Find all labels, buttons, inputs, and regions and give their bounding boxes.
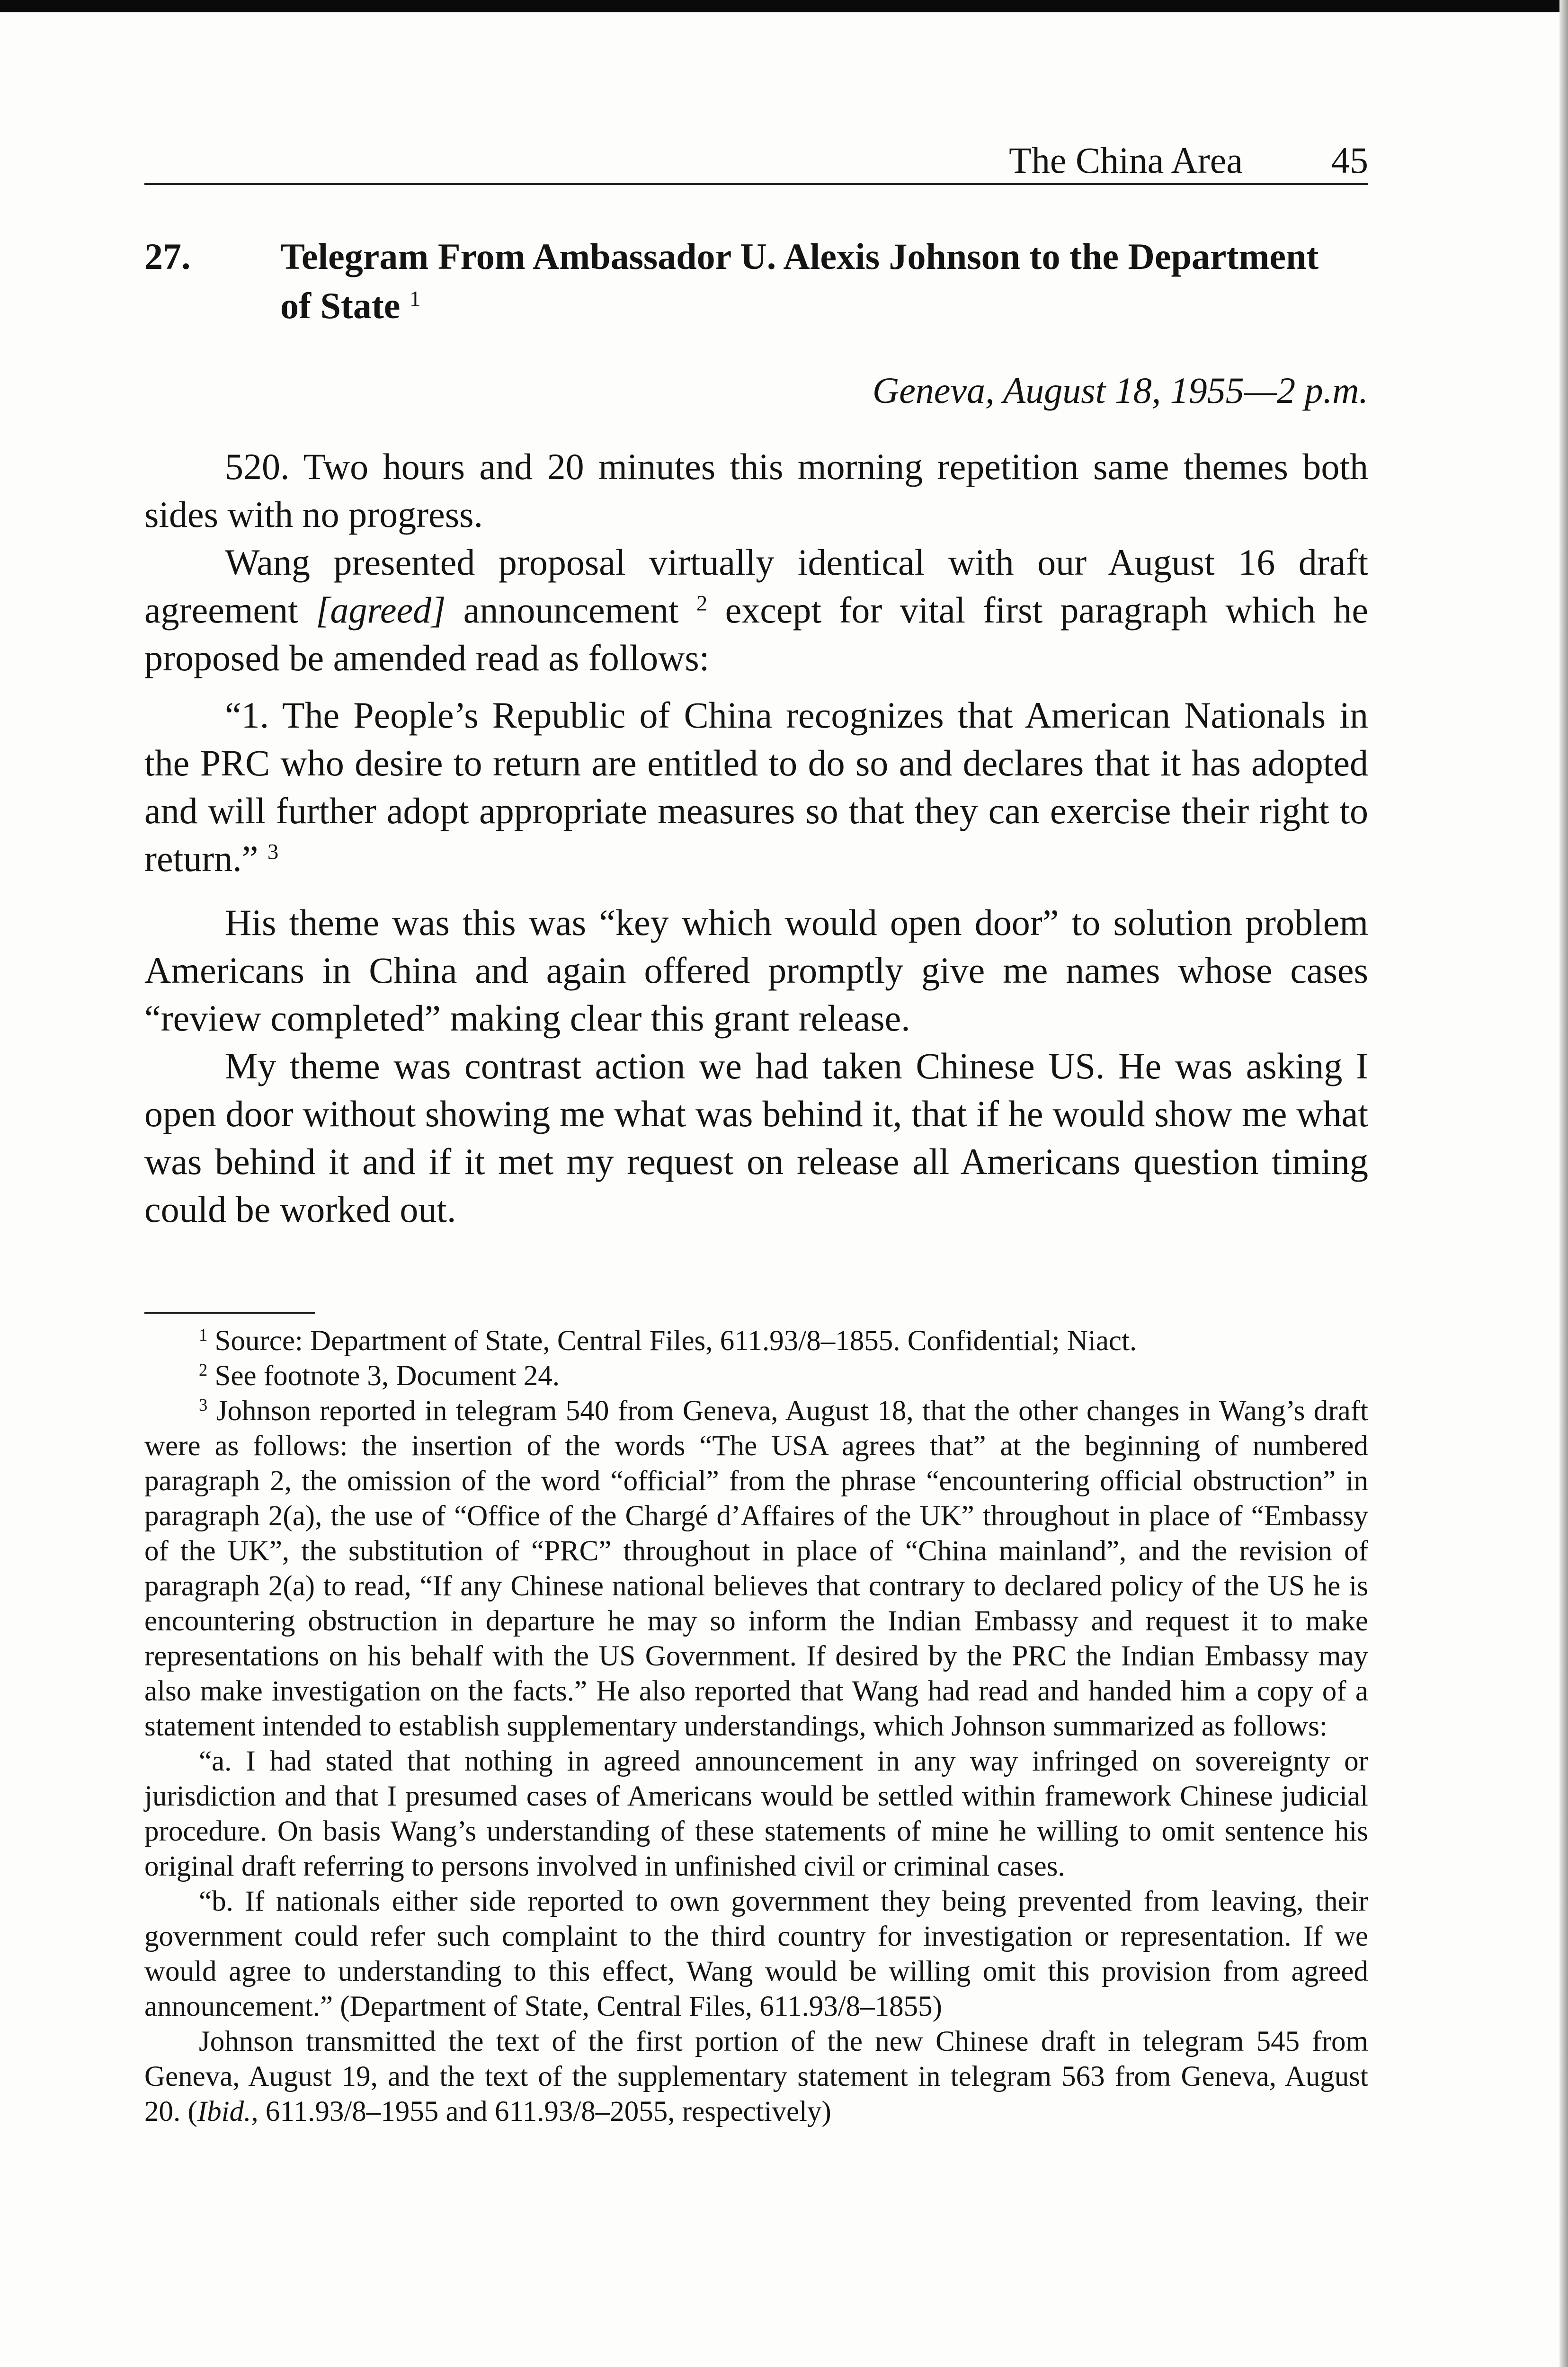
footnote-2-mark: 2 bbox=[199, 1360, 208, 1379]
bracketed-correction: [agreed] bbox=[316, 589, 446, 631]
footnote-3-closing-end: 611.93/8–1955 and 611.93/8–2055, respectively) bbox=[258, 2096, 831, 2127]
footnote-2-text: See footnote 3, Document 24. bbox=[214, 1360, 560, 1392]
quoted-paragraph bbox=[144, 691, 1368, 882]
running-head-title: The China Area bbox=[1009, 140, 1243, 181]
paragraph-2-end: except for vital first paragraph which he proposed be amended read as follows: bbox=[144, 589, 1369, 678]
scan-top-border bbox=[0, 0, 1568, 12]
paragraph-2-middle: announcement bbox=[445, 589, 679, 631]
footnote-1-text: Source: Department of State, Central Files, 611.93/8–1855. Confidential; Niact. bbox=[214, 1325, 1137, 1357]
footnote-3 bbox=[144, 1394, 1368, 1744]
page-number: 45 bbox=[1331, 140, 1368, 181]
footnote-divider bbox=[144, 1312, 315, 1314]
footnote-1 bbox=[144, 1324, 1368, 1359]
footnote-ref-3[interactable]: 3 bbox=[267, 839, 279, 864]
scan-right-edge bbox=[1559, 0, 1568, 2367]
footnote-3-mark: 3 bbox=[199, 1395, 208, 1415]
telegram-body bbox=[144, 443, 1368, 1233]
footnote-3-closing bbox=[144, 2024, 1368, 2129]
footnote-3-item-a: “a. I had stated that nothing in agreed announcement in any way infringed on sovereignty or jurisdiction and that I presumed cases of Americans would be settled within framework Chinese judicial procedure. On basis Wang’s understanding of these statements of mine he willing to omit sentence his original draft referring to persons involved in unfinished civil or criminal cases. bbox=[144, 1745, 1368, 1882]
dateline: Geneva, August 18, 1955—2 p.m. bbox=[872, 370, 1368, 411]
ibid-citation: Ibid., bbox=[197, 2096, 258, 2127]
footnotes bbox=[144, 1324, 1368, 2129]
footnote-2 bbox=[144, 1359, 1368, 1394]
quoted-text: “1. The People’s Republic of China recognizes that American Nationals in the PRC who desire to return are entitled to do so and declares that it has adopted and will further adopt appropriate measures so that they can exercise their right to return.” bbox=[144, 694, 1368, 879]
paragraph-1: 520. Two hours and 20 minutes this morning repetition same themes both sides with no progress. bbox=[144, 446, 1368, 535]
footnote-ref-2[interactable]: 2 bbox=[696, 591, 708, 616]
footnote-3-item-b: “b. If nationals either side reported to own government they being prevented from leaving, their government could refer such complaint to the third country for investigation or representation. If we would agree to understanding to this effect, Wang would be willing omit this provision from agreed announcement.” (Department of State, Central Files, 611.93/8–1855) bbox=[144, 1886, 1368, 2022]
document-title bbox=[280, 232, 1345, 330]
paragraph-5: My theme was contrast action we had taken Chinese US. He was asking I open door without showing me what was behind it, that if he would show me what was behind it and if it met my request on release all Americans question timing could be worked out. bbox=[144, 1045, 1368, 1230]
paragraph-2 bbox=[144, 538, 1368, 682]
paragraph-2-start: Wang presented proposal virtually identical with our August 16 draft agreement bbox=[144, 542, 1368, 631]
paragraph-4: His theme was this was “key which would open door” to solution problem Americans in China and again offered promptly give me names whose cases “review completed” making clear this grant release. bbox=[144, 902, 1368, 1039]
footnote-3-closing-start: Johnson transmitted the text of the first portion of the new Chinese draft in telegram 545 from Geneva, August 19, and the text of the supplementary statement in telegram 563 from Geneva, August 20. ( bbox=[144, 2026, 1368, 2127]
footnote-ref-1[interactable]: 1 bbox=[409, 286, 421, 311]
running-head bbox=[144, 133, 1368, 185]
document-title-text: Telegram From Ambassador U. Alexis Johnson to the Department of State bbox=[280, 236, 1319, 326]
document-number: 27. bbox=[144, 236, 191, 277]
footnote-3-text: Johnson reported in telegram 540 from Geneva, August 18, that the other changes in Wang’s draft were as follows: the insertion of the words “The USA agrees that” at the beginning of numbered paragraph 2, the omission of the word “official” from the phrase “encountering official obstruction” in paragraph 2(a), the use of “Office of the Chargé d’Affaires of the UK” throughout in place of “Embassy of the UK”, the substitution of “PRC” throughout in place of “China mainland”, and the revision of paragraph 2(a) to read, “If any Chinese national believes that contrary to declared policy of the US he is encountering obstruction in departure he may so inform the Indian Embassy and request it to make representations on his behalf with the US Government. If desired by the PRC the Indian Embassy may also make investigation on the facts.” He also reported that Wang had read and handed him a copy of a statement intended to establish supplementary understandings, which Johnson summarized as follows: bbox=[144, 1395, 1368, 1742]
footnote-1-mark: 1 bbox=[199, 1325, 208, 1344]
